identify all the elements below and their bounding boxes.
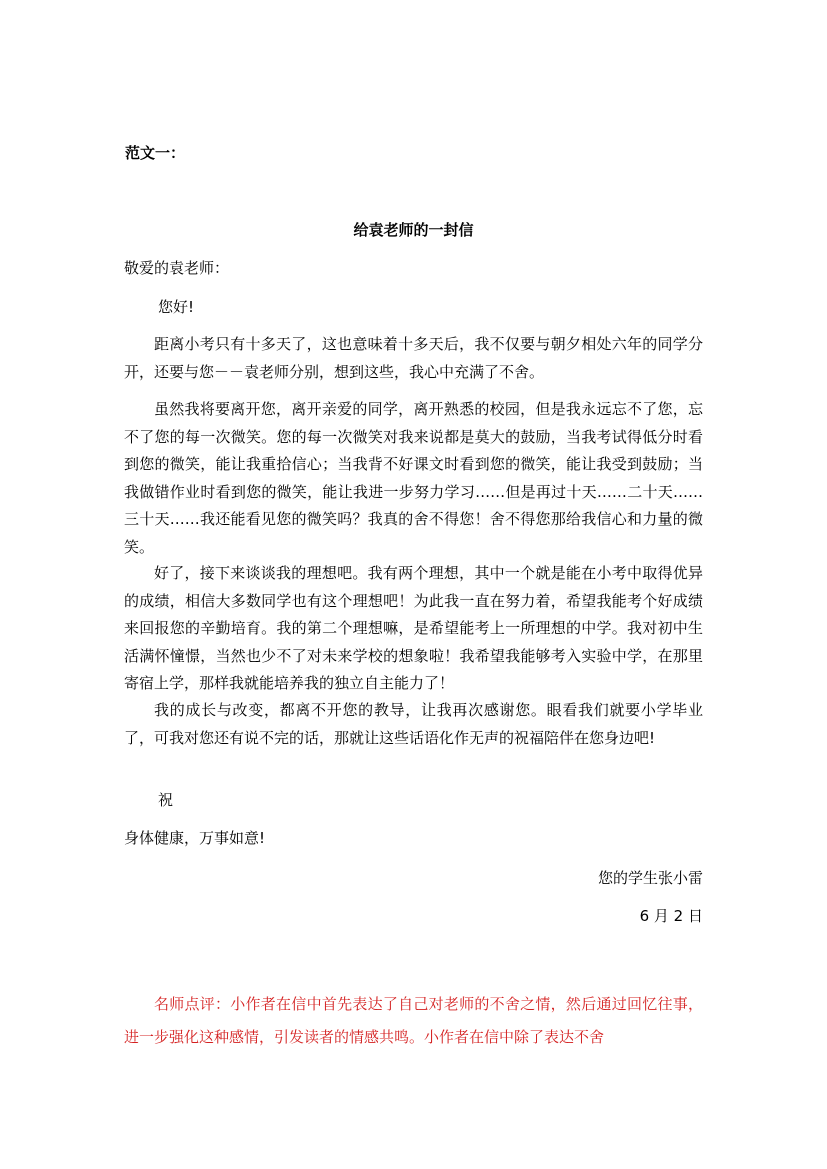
- section-heading: 范文一：: [125, 144, 186, 162]
- letter-date: 6 月 2 日: [639, 907, 703, 925]
- letter-closing-wish: 祝: [158, 791, 174, 809]
- letter-title: 给袁老师的一封信: [353, 221, 474, 239]
- letter-paragraph-1: 距离小考只有十多天了，这也意味着十多天后，我不仅要与朝夕相处六年的同学分开，还要与您－－袁老师分别，想到这些，我心中充满了不舍。: [124, 335, 703, 381]
- letter-greeting: 您好!: [158, 298, 195, 316]
- letter-paragraph-4: 我的成长与改变，都离不开您的教导，让我再次感谢您。眼看我们就要小学毕业了，可我对您还有说不完的话，那就让这些话语化作无声的祝福陪伴在您身边吧!: [124, 701, 703, 747]
- letter-paragraph-2: 虽然我将要离开您，离开亲爱的同学，离开熟悉的校园，但是我永远忘不了您，忘不了您的每一次微笑。您的每一次微笑对我来说都是莫大的鼓励，当我考试得低分时看到您的微笑，能让我重拾信心；当我背不好课文时看到您的微笑，能让我受到鼓励；当我做错作业时看到您的微笑，能让我进一步努力学习……但是再过十天……二十天……三十天……我还能看见您的微笑吗？我真的舍不得您！舍不得您那给我信心和力量的微笑。: [124, 400, 703, 556]
- letter-salutation: 敬爱的袁老师：: [124, 259, 230, 277]
- teacher-comment: 名师点评：小作者在信中首先表达了自己对老师的不舍之情，然后通过回忆往事，进一步强化这种感情，引发读者的情感共鸣。小作者在信中除了表达不舍: [124, 995, 703, 1046]
- letter-signature: 您的学生张小雷: [597, 869, 703, 887]
- letter-paragraph-3: 好了，接下来谈谈我的理想吧。我有两个理想，其中一个就是能在小考中取得优异的成绩，相信大多数同学也有这个理想吧！为此我一直在努力着，希望我能考个好成绩来回报您的辛勤培育。我的第二个理想嘛，是希望能考上一所理想的中学。我对初中生活满怀憧憬，当然也少不了对未来学校的想象啦！我希望我能够考入实验中学，在那里寄宿上学，那样我就能培养我的独立自主能力了！: [124, 564, 703, 692]
- letter-closing-blessing: 身体健康，万事如意!: [124, 829, 266, 847]
